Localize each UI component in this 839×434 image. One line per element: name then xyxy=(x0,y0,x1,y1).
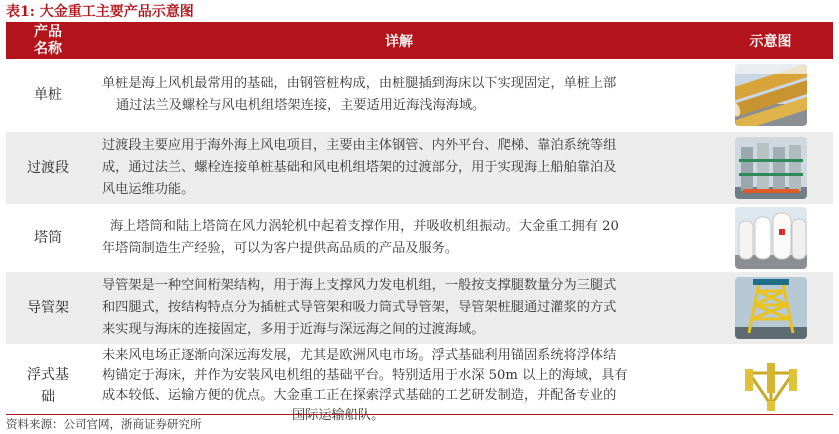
table-row xyxy=(6,132,833,205)
product-name: 塔筒 xyxy=(34,230,62,246)
product-name: 过渡段 xyxy=(27,160,69,176)
table-header xyxy=(6,22,833,59)
product-detail: 过渡段主要应用于海外海上风电项目，主要由主体钢管、内外平台、爬梯、靠泊系统等组 成，通过法兰、螺栓连接单桩基础和风电机组塔架的过渡部分，用于实现海上船舶靠泊及 风电运维功能。 xyxy=(102,138,617,197)
table-row xyxy=(6,59,833,132)
product-detail: 单桩是海上风机最常用的基础，由钢管桩构成，由桩腿插到海床以下实现固定，单桩上部 通过法兰及螺栓与风电机组塔架连接，主要适用近海浅海海域。 xyxy=(102,76,617,113)
product-name: 单桩 xyxy=(34,87,62,103)
product-name: 导管架 xyxy=(27,300,69,316)
monopile-photo xyxy=(735,64,807,126)
product-detail: 海上塔筒和陆上塔筒在风力涡轮机中起着支撑作用，并吸收机组振动。大金重工拥有 20 年塔筒制造生产经验，可以为客户提供高品质的产品及服务。 xyxy=(102,219,619,256)
product-table xyxy=(6,22,833,427)
transition-piece-photo xyxy=(735,137,807,199)
table-bottom-rule xyxy=(6,414,833,415)
tower-photo xyxy=(735,207,807,269)
floating-foundation-photo xyxy=(735,355,807,417)
header-detail: 详解 xyxy=(385,33,413,50)
source-note: 资料来源：公司官网，浙商证券研究所 xyxy=(6,417,202,431)
product-detail: 未来风电场正逐渐向深远海发展，尤其是欧洲风电市场。浮式基础利用锚固系统将浮体结 构锚定于海床，并作为安装风电机组的基础平台。特别适用于水深 50m 以上的海域，具有 成本较低、运输方便的优点。大金重工正在探索浮式基础的工艺研发制造，并配备专业的 国际运输船队。 xyxy=(102,347,628,423)
table-row xyxy=(6,205,833,272)
header-product-name: 产品名称 xyxy=(34,23,62,57)
table-title: 表1: 大金重工主要产品示意图 xyxy=(6,4,194,20)
table-row xyxy=(6,272,833,345)
product-name: 浮式基础 xyxy=(27,366,69,405)
product-detail: 导管架是一种空间桁架结构，用于海上支撑风力发电机组，一般按支撑腿数量分为三腿式 和四腿式，按结构特点分为插桩式导管架和吸力筒式导管架，导管架桩腿通过灌浆的方式 来实现与海床的连接固定，多用于近海与深远海之间的过渡海域。 xyxy=(102,278,617,337)
header-picture: 示意图 xyxy=(749,33,792,50)
jacket-photo xyxy=(735,277,807,339)
